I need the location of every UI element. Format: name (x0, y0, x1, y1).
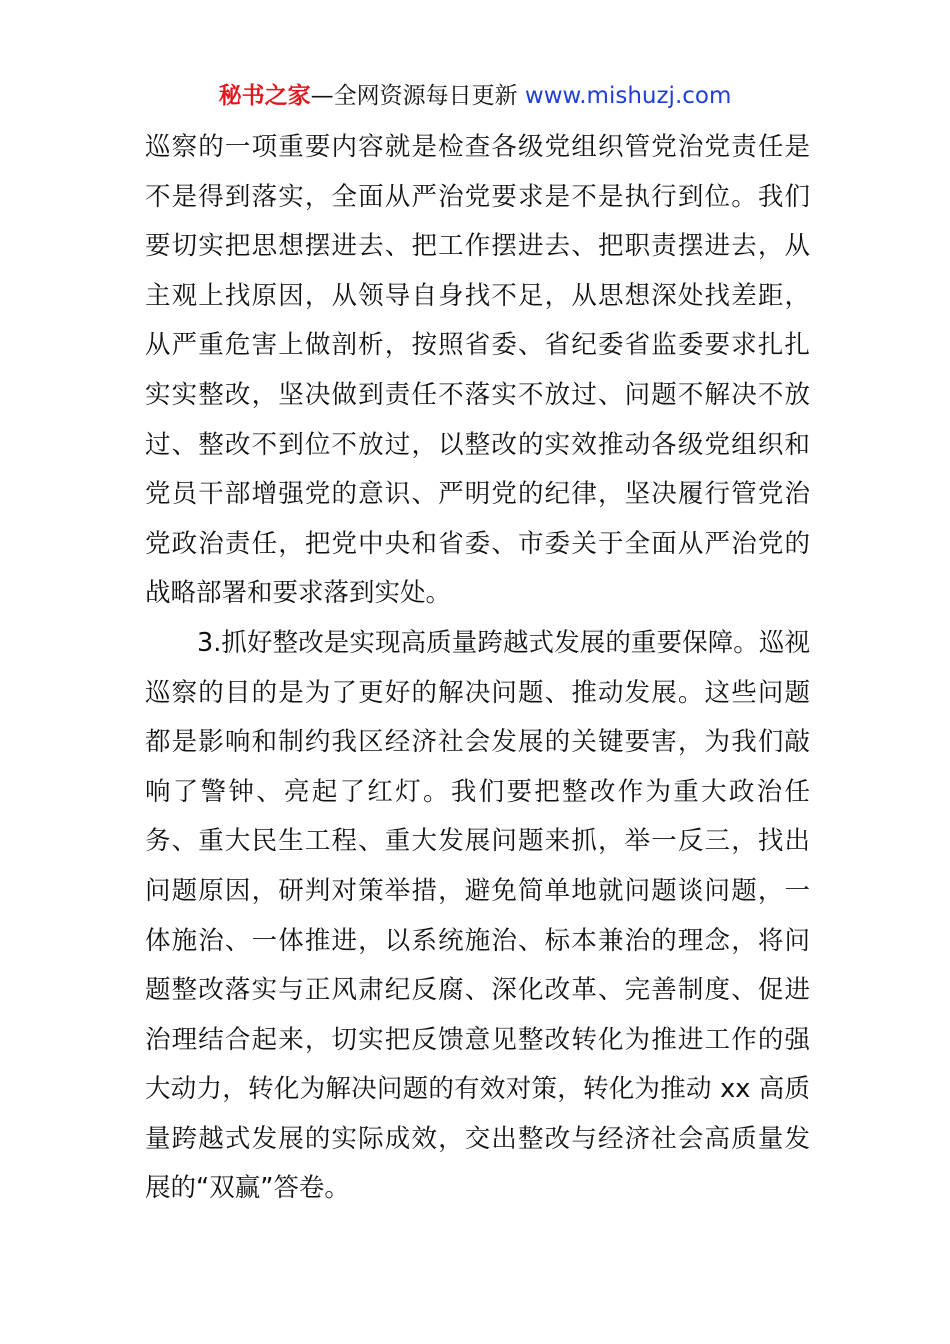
text-line: 实实整改，坚决做到责任不落实不放过、问题不解决不放 (145, 379, 810, 410)
text-line: 过、整改不到位不放过，以整改的实效推动各级党组织和 (145, 429, 810, 460)
text-line: 要切实把思想摆进去、把工作摆进去、把职责摆进去，从 (145, 231, 810, 262)
text-line: 巡察的一项重要内容就是检查各级党组织管党治党责任是 (145, 132, 810, 162)
text-line: 党员干部增强党的意识、严明党的纪律，坚决履行管党治 (145, 479, 810, 510)
text-line: 体施治、一体推进，以系统施治、标本兼治的理念，将问 (145, 925, 810, 956)
document-body (145, 123, 810, 1214)
site-header (0, 80, 950, 112)
text-line: 从严重危害上做剖析，按照省委、省纪委省监委要求扎扎 (145, 330, 810, 361)
paragraph-heading-line: 3.抓好整改是实现高质量跨越式发展的重要保障。巡视 (197, 627, 810, 658)
text-line: 都是影响和制约我区经济社会发展的关键要害，为我们敲 (145, 727, 810, 758)
text-line: 响了警钟、亮起了红灯。我们要把整改作为重大政治任 (145, 776, 810, 807)
text-line: 主观上找原因，从领导自身找不足，从思想深处找差距， (145, 280, 810, 311)
text-line: 治理结合起来，切实把反馈意见整改转化为推进工作的强 (145, 1024, 810, 1055)
paragraph-end-line: 展的“双赢”答卷。 (145, 1173, 350, 1204)
text-line: 问题原因，研判对策举措，避免简单地就问题谈问题，一 (145, 875, 810, 906)
header-tagline: —全网资源每日更新 (310, 83, 525, 109)
brand-name: 秘书之家 (218, 83, 311, 109)
text-line: 党政治责任，把党中央和省委、市委关于全面从严治党的 (145, 528, 810, 559)
text-line: 不是得到落实，全面从严治党要求是不是执行到位。我们 (145, 181, 810, 212)
paragraph-end-line: 战略部署和要求落到实处。 (145, 578, 452, 609)
text-line: 大动力，转化为解决问题的有效对策，转化为推动 xx 高质 (145, 1074, 810, 1105)
text-line: 巡察的目的是为了更好的解决问题、推动发展。这些问题 (145, 677, 810, 708)
site-url[interactable]: www.mishuzj.com (524, 83, 732, 109)
text-line: 题整改落实与正风肃纪反腐、深化改革、完善制度、促进 (145, 975, 810, 1006)
text-line: 量跨越式发展的实际成效，交出整改与经济社会高质量发 (145, 1123, 810, 1154)
text-line: 务、重大民生工程、重大发展问题来抓，举一反三，找出 (145, 826, 810, 857)
